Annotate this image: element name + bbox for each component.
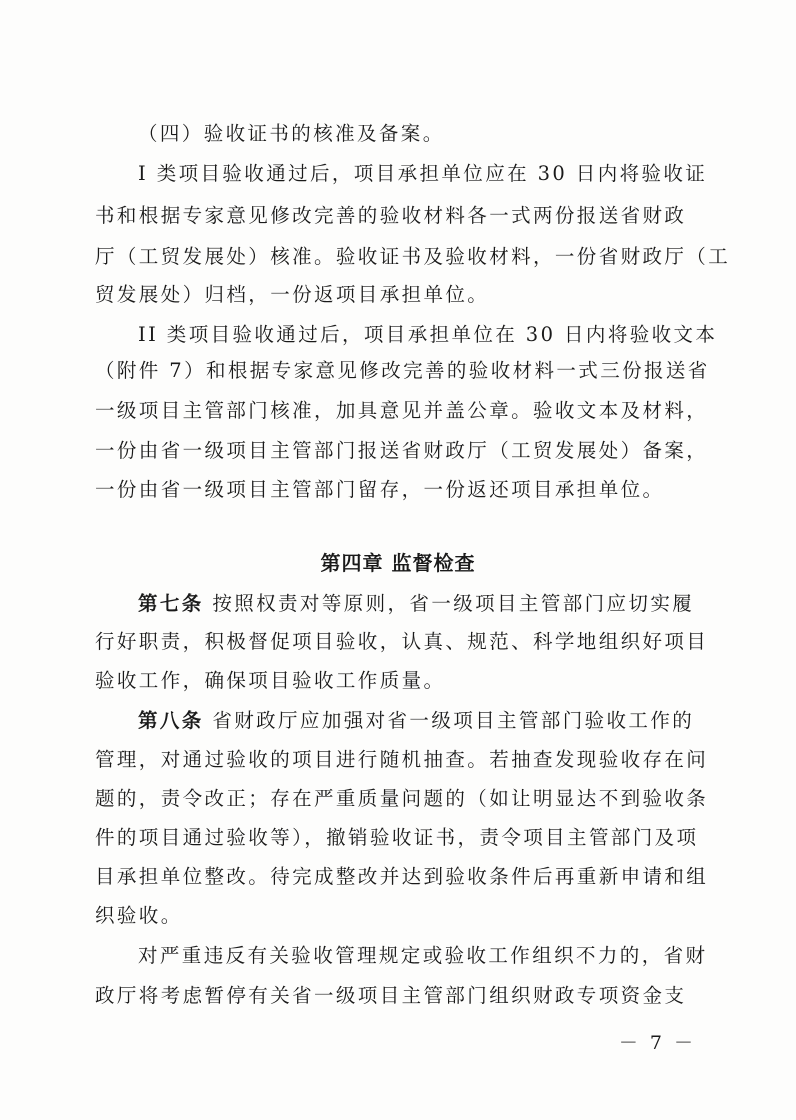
paragraph-line: 对严重违反有关验收管理规定或验收工作组织不力的，省财 <box>138 944 708 967</box>
paragraph-line: 一份由省一级项目主管部门报送省财政厅（工贸发展处）备案， <box>95 439 709 462</box>
paragraph-line: 行好职责，积极督促项目验收，认真、规范、科学地组织好项目 <box>95 630 709 653</box>
paragraph-line: 厅（工贸发展处）核准。验收证书及验收材料，一份省财政厅（工 <box>95 245 731 268</box>
paragraph-line: II 类项目验收通过后，项目承担单位在 30 日内将验收文本 <box>138 323 718 346</box>
article-first-line <box>138 590 700 618</box>
article-text: 按照权责对等原则，省一级项目主管部门应切实履 <box>212 592 695 615</box>
article-label: 第七条 <box>138 592 204 615</box>
paragraph-line: 贸发展处）归档，一份返项目承担单位。 <box>95 283 490 306</box>
paragraph-line: 题的，责令改正；存在严重质量问题的（如让明显达不到验收条 <box>95 787 709 810</box>
article-text: 省财政厅应加强对省一级项目主管部门验收工作的 <box>212 709 695 732</box>
paragraph-line: I 类项目验收通过后，项目承担单位应在 30 日内将验收证 <box>138 162 708 185</box>
section-heading: （四）验收证书的核准及备案。 <box>138 122 445 145</box>
paragraph-line: （附件 7）和根据专家意见修改完善的验收材料一式三份报送省 <box>95 359 710 382</box>
paragraph-line: 目承担单位整改。待完成整改并达到验收条件后再重新申请和组 <box>95 865 709 888</box>
paragraph-line: 一份由省一级项目主管部门留存，一份返还项目承担单位。 <box>95 478 665 501</box>
paragraph-line: 织验收。 <box>95 904 183 927</box>
paragraph-line: 管理，对通过验收的项目进行随机抽查。若抽查发现验收存在问 <box>95 748 709 771</box>
page-number: － 7 － <box>618 1032 696 1054</box>
paragraph-line: 政厅将考虑暂停有关省一级项目主管部门组织财政专项资金支 <box>95 984 687 1007</box>
paragraph-line: 书和根据专家意见修改完善的验收材料各一式两份报送省财政 <box>95 204 687 227</box>
paragraph-line: 验收工作，确保项目验收工作质量。 <box>95 669 446 692</box>
paragraph-line: 一级项目主管部门核准，加具意见并盖公章。验收文本及材料， <box>95 399 709 422</box>
chapter-title: 第四章 监督检查 <box>320 551 476 575</box>
article-label: 第八条 <box>138 709 204 732</box>
paragraph-line: 件的项目通过验收等），撤销验收证书，责令项目主管部门及项 <box>95 826 699 849</box>
article-first-line <box>138 707 700 735</box>
